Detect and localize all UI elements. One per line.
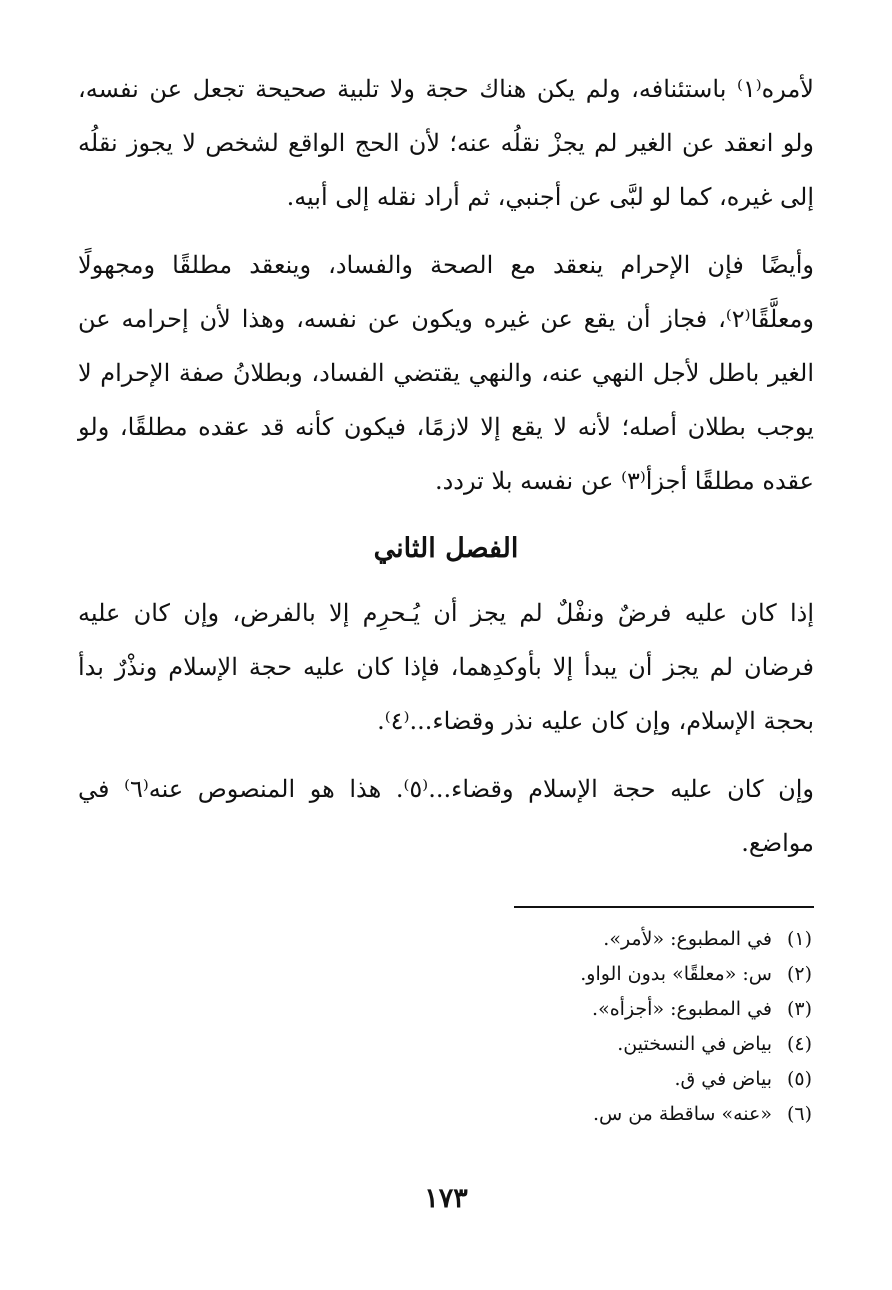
page-number: ١٧٣ [424, 1183, 468, 1214]
footnote-1 [212, 922, 812, 957]
footnote-number: (٦) [786, 1103, 812, 1125]
footnote-number: (٢) [786, 963, 812, 985]
paragraph-3: إذا كان عليه فرضٌ ونفْلٌ لم يجز أن يُـحرِم إلا بالفرض، وإن كان عليه فرضان لم يجز أن يبدأ إلا بأوكدِهما، فإذا كان عليه حجة الإسلام ونذْرٌ بدأ بحجة الإسلام، وإن كان عليه نذر وقضاء...⁽٤⁾. [78, 599, 814, 735]
main-text [78, 62, 814, 884]
footnote-number: (٥) [786, 1068, 812, 1090]
footnote-text: بياض في النسختين. [617, 1033, 772, 1055]
footnote-divider [514, 906, 814, 908]
footnote-text: في المطبوع: «لأمر». [603, 928, 772, 950]
footnote-2 [212, 957, 812, 992]
footnote-text: في المطبوع: «أجزأه». [592, 998, 772, 1020]
section-heading: الفصل الثاني [373, 533, 519, 564]
footnote-4 [212, 1027, 812, 1062]
paragraph-2: وأيضًا فإن الإحرام ينعقد مع الصحة والفساد، وينعقد مطلقًا ومجهولًا ومعلَّقًا⁽٢⁾، فجاز أن يقع عن غيره ويكون عن نفسه، وهذا لأن إحرامه عن الغير باطل لأجل النهي عنه، والنهي يقتضي الفساد، وبطلانُ صفة الإحرام لا يوجب بطلان أصله؛ لأنه لا يقع إلا لازمًا، فيكون كأنه قد عقده مطلقًا، ولو عقده مطلقًا أجزأ⁽٣⁾ عن نفسه بلا تردد. [78, 251, 814, 495]
footnote-text: س: «معلقًا» بدون الواو. [580, 963, 772, 985]
footnote-3 [212, 992, 812, 1027]
paragraph-1: لأمره⁽١⁾ باستئنافه، ولم يكن هناك حجة ولا تلبية صحيحة تجعل عن نفسه، ولو انعقد عن الغير لم يجزْ نقلُه عنه؛ لأن الحج الواقع لشخص لا يجوز نقلُه إلى غيره، كما لو لبَّى عن أجنبي، ثم أراد نقله إلى أبيه. [78, 75, 814, 211]
footnote-number: (٣) [786, 998, 812, 1020]
footnote-6 [212, 1097, 812, 1132]
footnote-text: بياض في ق. [674, 1068, 772, 1090]
paragraph-4: وإن كان عليه حجة الإسلام وقضاء...⁽٥⁾. هذا هو المنصوص عنه⁽٦⁾ في مواضع. [78, 775, 814, 857]
footnote-text: «عنه» ساقطة من س. [592, 1103, 772, 1125]
footnote-number: (١) [786, 928, 812, 950]
footnote-5 [212, 1062, 812, 1097]
footnote-number: (٤) [786, 1033, 812, 1055]
footnotes-list [212, 922, 812, 1132]
